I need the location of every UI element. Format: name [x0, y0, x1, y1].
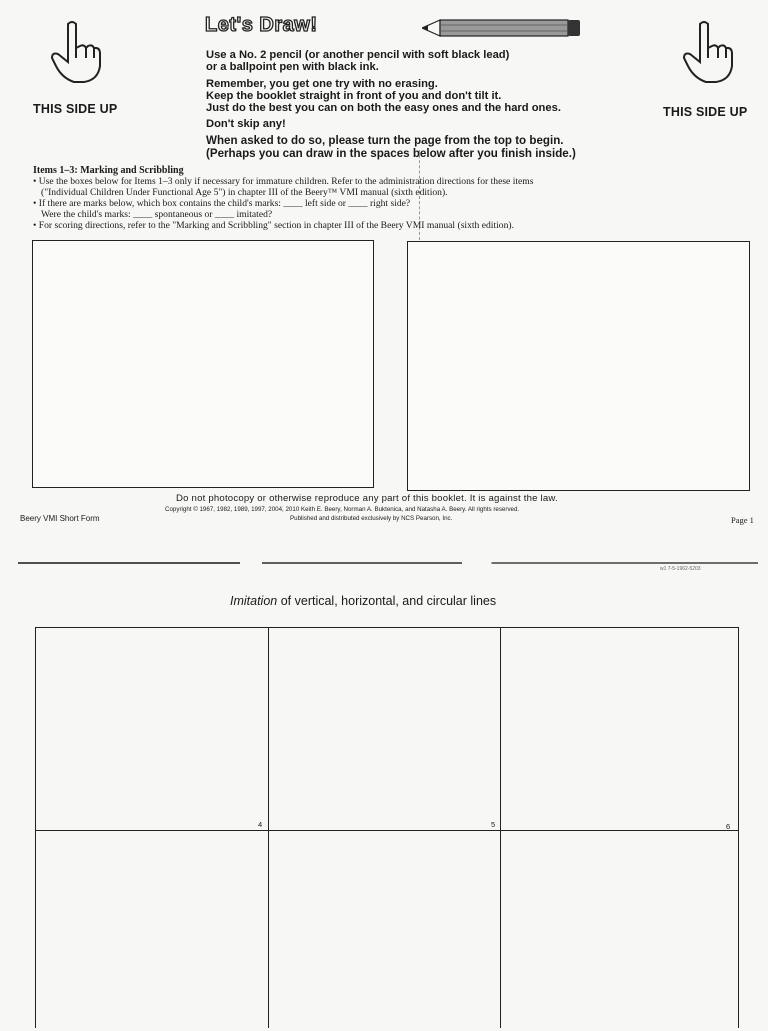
items-text: ("Individual Children Under Functional Age 5") in chapter III of the Beery™ VMI manual (sixth edition).: [41, 187, 448, 198]
copyright-text: Copyright © 1967, 1982, 1989, 1997, 2004, 2010 Keith E. Beery, Norman A. Buktenica, and Natasha A. Beery. All rights reserved.: [165, 506, 520, 513]
drawing-cell-6[interactable]: [501, 628, 737, 830]
section-heading: [230, 594, 496, 608]
drawing-cell[interactable]: [501, 831, 737, 1031]
items-heading: Items 1–3: Marking and Scribbling: [33, 165, 184, 176]
form-name: Beery VMI Short Form: [20, 514, 100, 523]
drawing-grid: [35, 627, 739, 1028]
drawing-cell[interactable]: [36, 831, 268, 1031]
items-text: • For scoring directions, refer to the "Marking and Scribbling" section in chapter III of the Beery VMI manual (sixth edition).: [33, 220, 514, 231]
publisher-text: Published and distributed exclusively by NCS Pearson, Inc.: [290, 515, 453, 522]
cell-number: 4: [258, 820, 263, 829]
drawing-cell[interactable]: [269, 831, 500, 1031]
copy-warning: Do not photocopy or otherwise reproduce any part of this booklet. It is against the law.: [176, 493, 558, 504]
heading-rest: of vertical, horizontal, and circular lines: [277, 594, 497, 608]
items-text: • Use the boxes below for Items 1–3 only if necessary for immature children. Refer to the administration directions for these items: [33, 176, 534, 187]
items-text: Were the child's marks: ____ spontaneous or ____ imitated?: [41, 209, 273, 220]
instruction-line: (Perhaps you can draw in the spaces below after you finish inside.): [206, 147, 576, 160]
cell-number: 6: [726, 822, 731, 831]
cell-number: 5: [491, 820, 496, 829]
hand-pointing-up-icon: [680, 20, 740, 86]
instruction-line: Remember, you get one try with no erasing.: [206, 78, 438, 90]
page-number: Page 1: [731, 515, 754, 525]
pencil-icon: [422, 18, 582, 38]
form-code: w1 7-5-1962-5203: [660, 566, 701, 572]
page-divider: [18, 562, 758, 564]
items-text: • If there are marks below, which box contains the child's marks: ____ left side or ____ right side?: [33, 198, 411, 209]
instruction-line: Don't skip any!: [206, 118, 286, 130]
drawing-cell-4[interactable]: [36, 628, 268, 830]
instruction-line: When asked to do so, please turn the page from the top to begin.: [206, 134, 564, 147]
drawing-box-right[interactable]: [407, 241, 750, 491]
this-side-up-label-left: THIS SIDE UP: [33, 102, 118, 116]
heading-italic: Imitation: [230, 594, 278, 608]
this-side-up-label-right: THIS SIDE UP: [663, 105, 748, 119]
items-section: [33, 165, 534, 231]
hand-pointing-up-icon: [48, 20, 108, 86]
instruction-line: or a ballpoint pen with black ink.: [206, 61, 379, 73]
page-title: Let's Draw!: [205, 14, 318, 36]
instruction-line: Keep the booklet straight in front of you and don't tilt it.: [206, 90, 502, 102]
instruction-line: Use a No. 2 pencil (or another pencil with soft black lead): [206, 49, 510, 61]
instruction-line: Just do the best you can on both the easy ones and the hard ones.: [206, 102, 561, 114]
drawing-box-left[interactable]: [32, 240, 374, 488]
drawing-cell-5[interactable]: [269, 628, 500, 830]
